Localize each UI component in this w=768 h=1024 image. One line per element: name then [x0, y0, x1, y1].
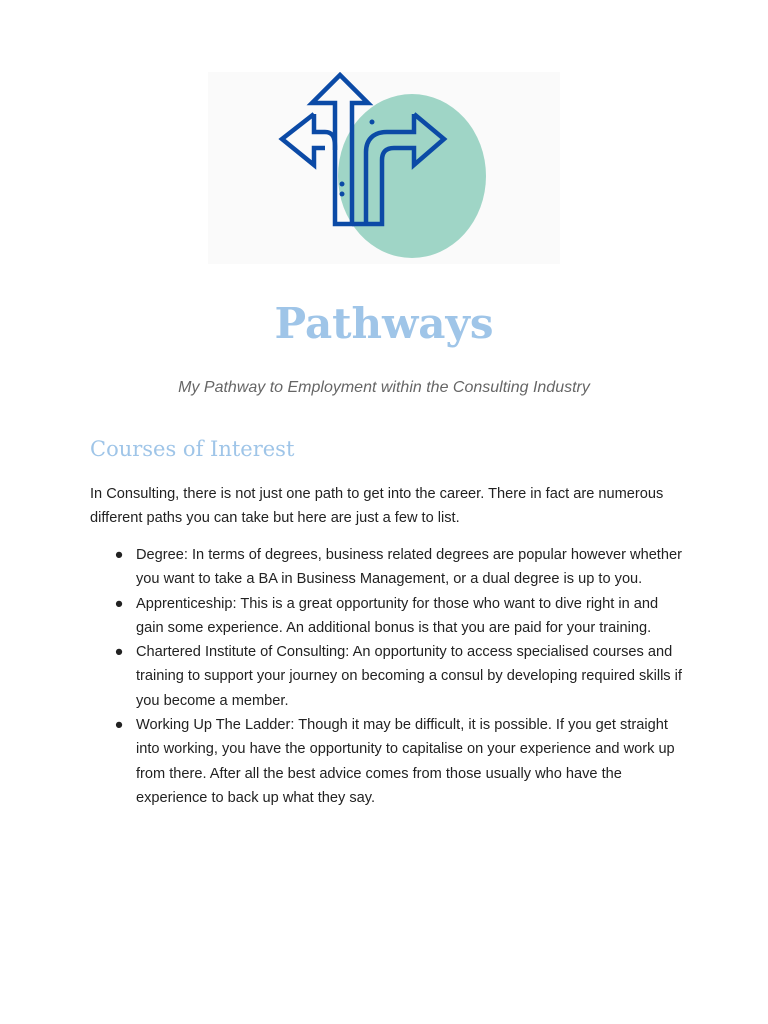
bullet-icon: ● — [114, 717, 124, 734]
hero-image — [208, 72, 560, 264]
list-item — [90, 592, 682, 641]
list-item — [90, 543, 682, 592]
page-subtitle: My Pathway to Employment within the Consulting Industry — [178, 379, 590, 396]
pathway-list — [90, 543, 682, 810]
intro-paragraph: In Consulting, there is not just one path to get into the career. There in fact are numerous different paths you can take but here are just a few to list. — [90, 486, 664, 527]
list-item-text: Apprenticeship: This is a great opportunity for those who want to dive right in and gain some experience. An additional bonus is that you are paid for your training. — [136, 595, 659, 636]
list-item — [90, 640, 682, 713]
bullet-icon: ● — [114, 595, 124, 612]
list-item-text: Degree: In terms of degrees, business related degrees are popular however whether you want to take a BA in Business Management, or a dual degree is up to you. — [136, 547, 682, 588]
list-item-text: Chartered Institute of Consulting: An opportunity to access specialised courses and training to support your journey on becoming a consul by developing required skills if you become a member. — [136, 644, 682, 709]
list-item — [90, 713, 682, 810]
list-item-text: Working Up The Ladder: Though it may be difficult, it is possible. If you get straight into working, you have the opportunity to capitalise on your experience and work up from there. After all the best advice comes from those usually who have the experience to back up what they say. — [136, 717, 675, 806]
bullet-icon: ● — [114, 547, 124, 563]
crossroads-arrows-icon — [208, 72, 560, 264]
section-heading: Courses of Interest — [90, 437, 295, 461]
bullet-icon: ● — [114, 644, 124, 661]
page-title: Pathways — [274, 299, 494, 348]
